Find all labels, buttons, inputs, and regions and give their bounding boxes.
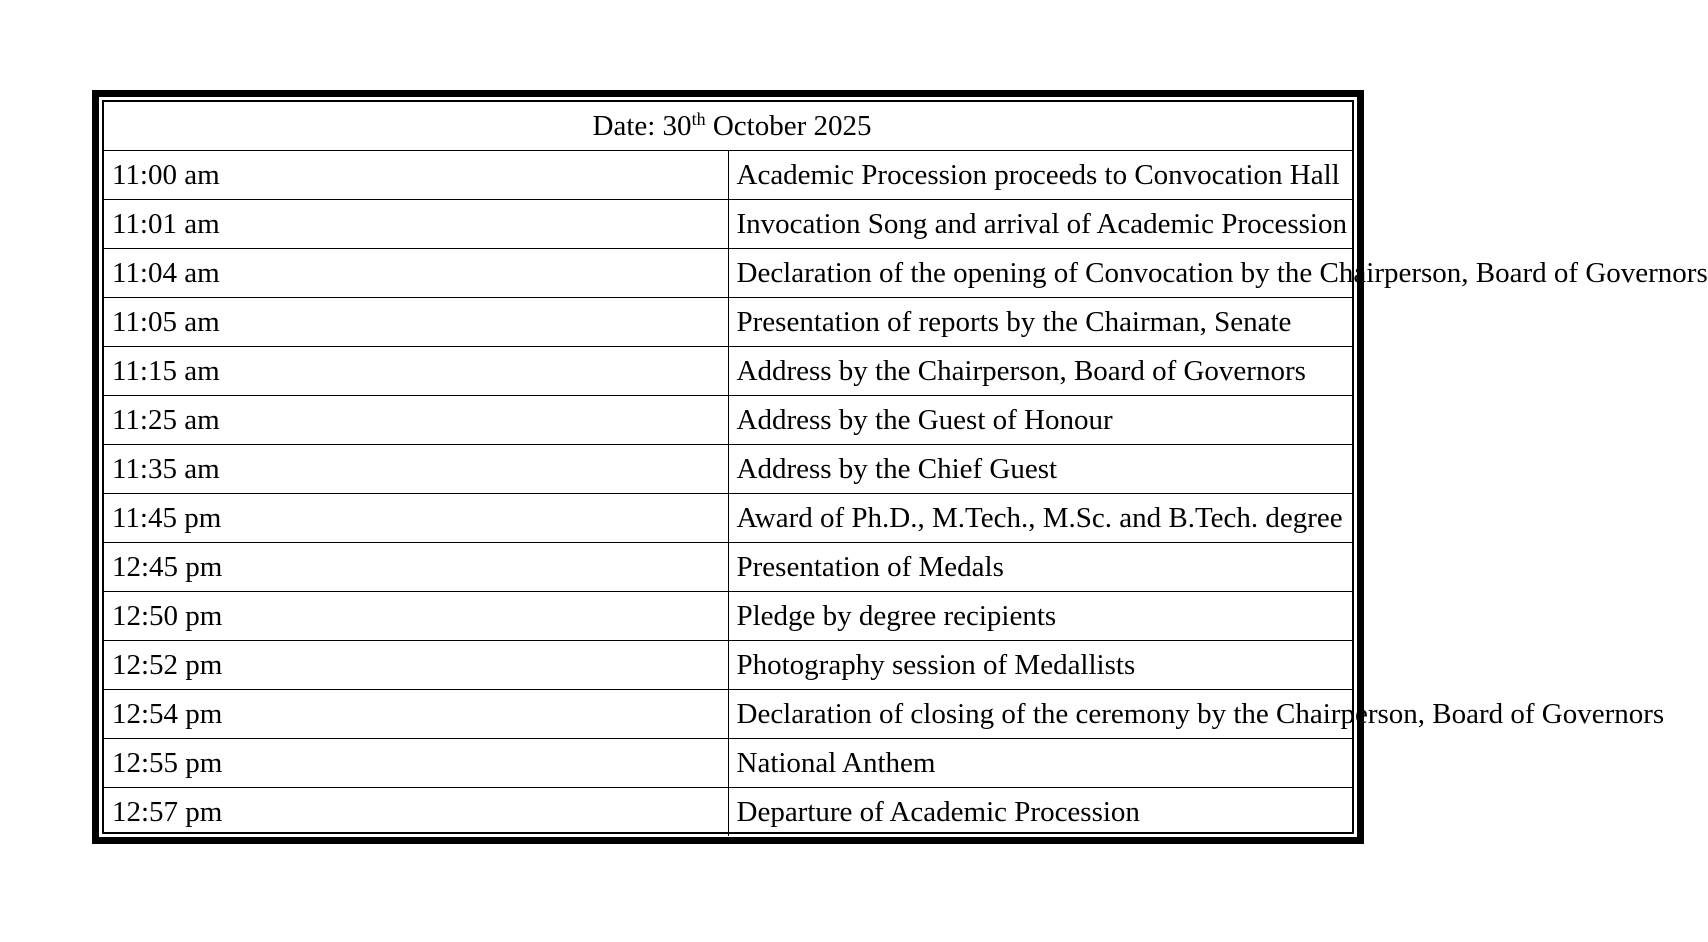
- time-cell: 11:04 am: [104, 249, 728, 298]
- table-row: [104, 249, 1352, 298]
- event-cell: Address by the Chairperson, Board of Governors: [728, 347, 1352, 396]
- event-cell: Address by the Guest of Honour: [728, 396, 1352, 445]
- date-heading: [104, 102, 1352, 151]
- time-cell: 11:45 pm: [104, 494, 728, 543]
- time-cell: 11:01 am: [104, 200, 728, 249]
- event-cell: Presentation of Medals: [728, 543, 1352, 592]
- event-cell: Photography session of Medallists: [728, 641, 1352, 690]
- date-row: [104, 102, 1352, 151]
- time-cell: 12:55 pm: [104, 739, 728, 788]
- event-cell: Academic Procession proceeds to Convocation Hall: [728, 151, 1352, 200]
- date-superscript: th: [691, 108, 706, 129]
- table-row: [104, 641, 1352, 690]
- date-prefix: Date: 30: [592, 109, 692, 142]
- event-cell: Presentation of reports by the Chairman, Senate: [728, 298, 1352, 347]
- event-cell: Departure of Academic Procession: [728, 788, 1352, 837]
- time-cell: 12:50 pm: [104, 592, 728, 641]
- table-row: [104, 739, 1352, 788]
- time-cell: 11:05 am: [104, 298, 728, 347]
- table-row: [104, 788, 1352, 837]
- time-cell: 12:45 pm: [104, 543, 728, 592]
- convocation-schedule-table: [104, 102, 1708, 836]
- time-cell: 11:15 am: [104, 347, 728, 396]
- time-cell: 11:35 am: [104, 445, 728, 494]
- table-row: [104, 200, 1352, 249]
- event-cell: Address by the Chief Guest: [728, 445, 1352, 494]
- table-row: [104, 494, 1352, 543]
- event-cell: Award of Ph.D., M.Tech., M.Sc. and B.Tech. degree: [728, 494, 1352, 543]
- time-cell: 12:52 pm: [104, 641, 728, 690]
- time-cell: 12:57 pm: [104, 788, 728, 837]
- table-row: [104, 298, 1352, 347]
- time-cell: 11:25 am: [104, 396, 728, 445]
- time-cell: 12:54 pm: [104, 690, 728, 739]
- event-cell: Pledge by degree recipients: [728, 592, 1352, 641]
- table-row: [104, 396, 1352, 445]
- table-row: [104, 347, 1352, 396]
- table-row: [104, 445, 1352, 494]
- table-row: [104, 151, 1352, 200]
- schedule-table-container: [102, 100, 1708, 834]
- event-cell: Declaration of closing of the ceremony by the Chairperson, Board of Governors: [728, 690, 1352, 739]
- event-cell: National Anthem: [728, 739, 1352, 788]
- time-cell: 11:00 am: [104, 151, 728, 200]
- date-suffix: October 2025: [705, 109, 872, 142]
- table-row: [104, 690, 1352, 739]
- event-cell: Invocation Song and arrival of Academic Procession: [728, 200, 1352, 249]
- frame-gap: [99, 97, 1708, 837]
- table-row: [104, 543, 1352, 592]
- table-row: [104, 592, 1352, 641]
- event-cell: Declaration of the opening of Convocation by the Chairperson, Board of Governors: [728, 249, 1352, 298]
- schedule-frame: [92, 90, 1708, 844]
